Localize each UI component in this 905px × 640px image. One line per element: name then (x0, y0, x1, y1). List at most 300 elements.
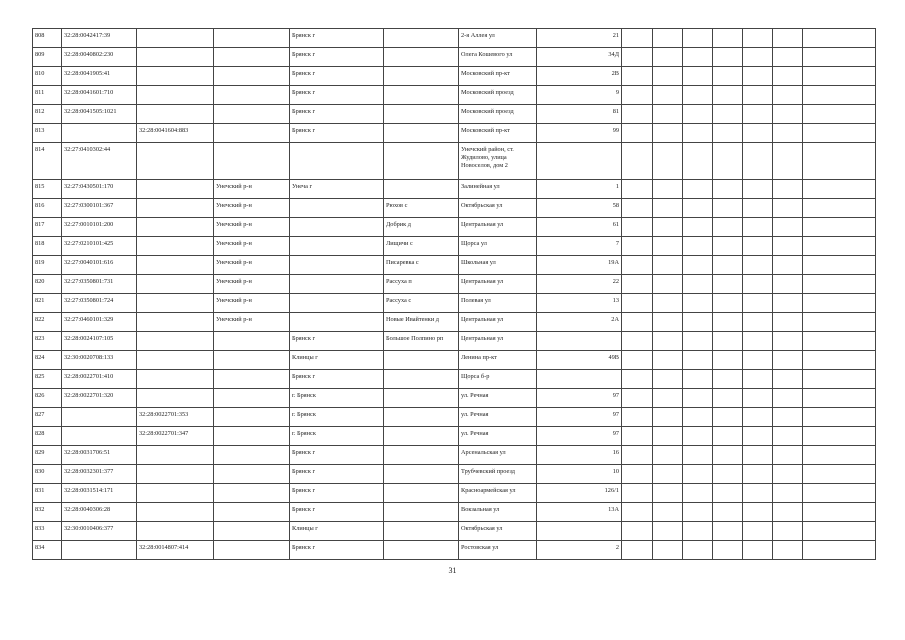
house-number-cell: 2А (537, 313, 622, 332)
table-row (33, 522, 876, 541)
empty-cell (773, 484, 803, 503)
cadastral-number-cell: 32:27:0010101:200 (62, 218, 137, 237)
row-number-cell: 829 (33, 446, 62, 465)
empty-cell (803, 446, 876, 465)
table-row (33, 143, 876, 180)
empty-cell (622, 29, 653, 48)
cadastral-number-cell: 32:27:0460101:329 (62, 313, 137, 332)
district-cell (214, 541, 290, 560)
city-cell: Брянск г (290, 465, 384, 484)
cadastral-number-2-cell (137, 351, 214, 370)
empty-cell (743, 48, 773, 67)
empty-cell (773, 67, 803, 86)
empty-cell (653, 275, 683, 294)
empty-cell (653, 256, 683, 275)
city-cell: Брянск г (290, 29, 384, 48)
empty-cell (743, 313, 773, 332)
table-row (33, 294, 876, 313)
empty-cell (713, 143, 743, 180)
empty-cell (773, 389, 803, 408)
house-number-cell: 22 (537, 275, 622, 294)
house-number-cell: 2 (537, 541, 622, 560)
house-number-cell: 126/1 (537, 484, 622, 503)
row-number-cell: 819 (33, 256, 62, 275)
row-number-cell: 832 (33, 503, 62, 522)
settlement-cell (384, 541, 459, 560)
row-number-cell: 821 (33, 294, 62, 313)
settlement-cell (384, 408, 459, 427)
row-number-cell: 817 (33, 218, 62, 237)
empty-cell (622, 67, 653, 86)
empty-cell (713, 67, 743, 86)
row-number-cell: 828 (33, 427, 62, 446)
street-cell: Арсенальская ул (459, 446, 537, 465)
empty-cell (743, 446, 773, 465)
table-row (33, 408, 876, 427)
cadastral-number-cell: 32:27:0430501:170 (62, 180, 137, 199)
empty-cell (743, 143, 773, 180)
house-number-cell (537, 370, 622, 389)
empty-cell (653, 351, 683, 370)
empty-cell (622, 484, 653, 503)
cadastral-number-cell: 32:28:0032301:377 (62, 465, 137, 484)
row-number-cell: 816 (33, 199, 62, 218)
cadastral-number-cell: 32:28:0024107:105 (62, 332, 137, 351)
district-cell (214, 503, 290, 522)
empty-cell (743, 522, 773, 541)
empty-cell (773, 218, 803, 237)
empty-cell (773, 48, 803, 67)
empty-cell (743, 86, 773, 105)
empty-cell (683, 389, 713, 408)
table-row (33, 67, 876, 86)
cadastral-number-2-cell (137, 67, 214, 86)
house-number-cell: 97 (537, 389, 622, 408)
empty-cell (622, 522, 653, 541)
empty-cell (713, 294, 743, 313)
settlement-cell (384, 124, 459, 143)
house-number-cell: 16 (537, 446, 622, 465)
row-number-cell: 822 (33, 313, 62, 332)
empty-cell (803, 48, 876, 67)
district-cell (214, 370, 290, 389)
cadastral-number-2-cell (137, 218, 214, 237)
city-cell (290, 275, 384, 294)
empty-cell (622, 48, 653, 67)
row-number-cell: 812 (33, 105, 62, 124)
table-row (33, 275, 876, 294)
empty-cell (683, 143, 713, 180)
empty-cell (683, 86, 713, 105)
empty-cell (683, 29, 713, 48)
settlement-cell: Большое Полпино рп (384, 332, 459, 351)
city-cell: Брянск г (290, 503, 384, 522)
empty-cell (773, 294, 803, 313)
row-number-cell: 813 (33, 124, 62, 143)
city-cell (290, 294, 384, 313)
street-cell: ул. Речная (459, 408, 537, 427)
table-row (33, 256, 876, 275)
table-row (33, 389, 876, 408)
city-cell (290, 313, 384, 332)
settlement-cell (384, 86, 459, 105)
empty-cell (803, 275, 876, 294)
empty-cell (773, 86, 803, 105)
empty-cell (622, 370, 653, 389)
empty-cell (683, 408, 713, 427)
cadastral-number-cell: 32:28:0031706:51 (62, 446, 137, 465)
table-row (33, 29, 876, 48)
empty-cell (653, 199, 683, 218)
cadastral-number-cell: 32:28:0022701:410 (62, 370, 137, 389)
empty-cell (683, 256, 713, 275)
street-cell: Октябрьская ул (459, 199, 537, 218)
settlement-cell: Писаревка с (384, 256, 459, 275)
empty-cell (683, 294, 713, 313)
register-table (32, 28, 876, 560)
house-number-cell (537, 332, 622, 351)
table-row (33, 484, 876, 503)
empty-cell (653, 332, 683, 351)
house-number-cell: 19А (537, 256, 622, 275)
empty-cell (803, 484, 876, 503)
empty-cell (773, 105, 803, 124)
table-row (33, 86, 876, 105)
empty-cell (803, 294, 876, 313)
cadastral-number-cell: 32:30:0010406:377 (62, 522, 137, 541)
cadastral-number-2-cell (137, 48, 214, 67)
empty-cell (743, 67, 773, 86)
district-cell (214, 408, 290, 427)
empty-cell (653, 313, 683, 332)
empty-cell (803, 522, 876, 541)
cadastral-number-cell: 32:27:0300101:367 (62, 199, 137, 218)
empty-cell (743, 237, 773, 256)
empty-cell (683, 522, 713, 541)
empty-cell (803, 180, 876, 199)
district-cell (214, 86, 290, 105)
city-cell: г. Брянск (290, 389, 384, 408)
empty-cell (622, 465, 653, 484)
city-cell: г. Брянск (290, 408, 384, 427)
table-row (33, 180, 876, 199)
empty-cell (713, 522, 743, 541)
empty-cell (803, 313, 876, 332)
district-cell: Унечский р-н (214, 180, 290, 199)
empty-cell (653, 427, 683, 446)
row-number-cell: 831 (33, 484, 62, 503)
house-number-cell (537, 522, 622, 541)
empty-cell (713, 503, 743, 522)
empty-cell (622, 180, 653, 199)
street-cell: Трубчевский проезд (459, 465, 537, 484)
empty-cell (773, 408, 803, 427)
district-cell (214, 29, 290, 48)
empty-cell (622, 218, 653, 237)
empty-cell (803, 86, 876, 105)
empty-cell (713, 370, 743, 389)
empty-cell (713, 275, 743, 294)
empty-cell (653, 86, 683, 105)
empty-cell (803, 465, 876, 484)
table-row (33, 503, 876, 522)
cadastral-number-2-cell (137, 105, 214, 124)
empty-cell (803, 199, 876, 218)
empty-cell (773, 503, 803, 522)
cadastral-number-2-cell (137, 180, 214, 199)
cadastral-number-cell: 32:27:0410302:44 (62, 143, 137, 180)
district-cell: Унечский р-н (214, 237, 290, 256)
city-cell: г. Брянск (290, 427, 384, 446)
street-cell: Ленина пр-кт (459, 351, 537, 370)
street-cell: Полевая ул (459, 294, 537, 313)
street-cell: Унечский район, ст. Жудилово, улица Новоселов, дом 2 (459, 143, 537, 180)
row-number-cell: 810 (33, 67, 62, 86)
house-number-cell: 7 (537, 237, 622, 256)
district-cell (214, 446, 290, 465)
cadastral-number-cell: 32:28:0022701:320 (62, 389, 137, 408)
table-row (33, 105, 876, 124)
empty-cell (653, 105, 683, 124)
empty-cell (803, 332, 876, 351)
empty-cell (773, 256, 803, 275)
cadastral-number-cell: 32:28:0042417:39 (62, 29, 137, 48)
empty-cell (803, 503, 876, 522)
house-number-cell: 13 (537, 294, 622, 313)
empty-cell (713, 408, 743, 427)
empty-cell (773, 427, 803, 446)
empty-cell (622, 86, 653, 105)
empty-cell (803, 370, 876, 389)
empty-cell (743, 503, 773, 522)
cadastral-number-2-cell (137, 522, 214, 541)
empty-cell (683, 370, 713, 389)
district-cell: Унечский р-н (214, 313, 290, 332)
city-cell: Брянск г (290, 370, 384, 389)
row-number-cell: 834 (33, 541, 62, 560)
city-cell: Клинцы г (290, 522, 384, 541)
empty-cell (622, 313, 653, 332)
empty-cell (773, 143, 803, 180)
cadastral-number-2-cell: 32:28:0041604:883 (137, 124, 214, 143)
empty-cell (653, 503, 683, 522)
street-cell: Центральная ул (459, 313, 537, 332)
empty-cell (683, 124, 713, 143)
cadastral-number-2-cell (137, 237, 214, 256)
district-cell: Унечский р-н (214, 256, 290, 275)
settlement-cell (384, 67, 459, 86)
empty-cell (713, 389, 743, 408)
empty-cell (622, 199, 653, 218)
cadastral-number-2-cell (137, 446, 214, 465)
empty-cell (683, 237, 713, 256)
row-number-cell: 811 (33, 86, 62, 105)
empty-cell (683, 465, 713, 484)
city-cell: Брянск г (290, 67, 384, 86)
empty-cell (653, 48, 683, 67)
cadastral-number-cell (62, 408, 137, 427)
empty-cell (773, 124, 803, 143)
empty-cell (803, 124, 876, 143)
empty-cell (743, 105, 773, 124)
district-cell (214, 427, 290, 446)
street-cell: Ростовская ул (459, 541, 537, 560)
table-row (33, 541, 876, 560)
city-cell: Брянск г (290, 105, 384, 124)
settlement-cell (384, 143, 459, 180)
empty-cell (743, 180, 773, 199)
cadastral-number-2-cell (137, 29, 214, 48)
street-cell: Московский пр-кт (459, 67, 537, 86)
district-cell (214, 351, 290, 370)
street-cell: Щорса ул (459, 237, 537, 256)
row-number-cell: 820 (33, 275, 62, 294)
cadastral-number-2-cell (137, 143, 214, 180)
empty-cell (653, 541, 683, 560)
city-cell: Брянск г (290, 446, 384, 465)
row-number-cell: 833 (33, 522, 62, 541)
settlement-cell (384, 370, 459, 389)
settlement-cell (384, 427, 459, 446)
house-number-cell: 97 (537, 408, 622, 427)
empty-cell (622, 256, 653, 275)
empty-cell (743, 275, 773, 294)
empty-cell (683, 332, 713, 351)
row-number-cell: 824 (33, 351, 62, 370)
empty-cell (622, 427, 653, 446)
empty-cell (622, 446, 653, 465)
settlement-cell: Рассуха с (384, 294, 459, 313)
empty-cell (713, 351, 743, 370)
settlement-cell: Рюхов с (384, 199, 459, 218)
city-cell (290, 256, 384, 275)
city-cell: Клинцы г (290, 351, 384, 370)
empty-cell (743, 370, 773, 389)
district-cell: Унечский р-н (214, 218, 290, 237)
settlement-cell: Добрик д (384, 218, 459, 237)
empty-cell (743, 256, 773, 275)
empty-cell (622, 351, 653, 370)
district-cell (214, 105, 290, 124)
empty-cell (622, 408, 653, 427)
street-cell: Красноармейская ул (459, 484, 537, 503)
city-cell: Брянск г (290, 332, 384, 351)
empty-cell (683, 446, 713, 465)
empty-cell (773, 332, 803, 351)
table-row (33, 313, 876, 332)
row-number-cell: 827 (33, 408, 62, 427)
settlement-cell (384, 484, 459, 503)
district-cell: Унечский р-н (214, 294, 290, 313)
row-number-cell: 814 (33, 143, 62, 180)
empty-cell (622, 503, 653, 522)
empty-cell (622, 389, 653, 408)
table-row (33, 351, 876, 370)
empty-cell (683, 105, 713, 124)
city-cell: Брянск г (290, 86, 384, 105)
empty-cell (803, 408, 876, 427)
city-cell: Унеча г (290, 180, 384, 199)
empty-cell (773, 541, 803, 560)
empty-cell (653, 29, 683, 48)
empty-cell (743, 332, 773, 351)
cadastral-number-2-cell (137, 370, 214, 389)
house-number-cell (537, 143, 622, 180)
street-cell: Вокзальная ул (459, 503, 537, 522)
cadastral-number-2-cell: 32:28:0022701:347 (137, 427, 214, 446)
empty-cell (683, 313, 713, 332)
empty-cell (773, 351, 803, 370)
settlement-cell: Новые Ивайтенки д (384, 313, 459, 332)
house-number-cell: 81 (537, 105, 622, 124)
cadastral-number-2-cell (137, 465, 214, 484)
cadastral-number-2-cell: 32:28:0022701:353 (137, 408, 214, 427)
empty-cell (803, 143, 876, 180)
empty-cell (713, 86, 743, 105)
empty-cell (743, 484, 773, 503)
cadastral-number-2-cell (137, 503, 214, 522)
empty-cell (713, 313, 743, 332)
settlement-cell (384, 351, 459, 370)
cadastral-number-2-cell (137, 256, 214, 275)
empty-cell (683, 67, 713, 86)
settlement-cell (384, 180, 459, 199)
empty-cell (653, 180, 683, 199)
table-row (33, 370, 876, 389)
cadastral-number-2-cell (137, 86, 214, 105)
empty-cell (743, 29, 773, 48)
empty-cell (683, 199, 713, 218)
cadastral-number-cell: 32:30:0020708:133 (62, 351, 137, 370)
street-cell: Залинейная ул (459, 180, 537, 199)
city-cell: Брянск г (290, 124, 384, 143)
empty-cell (653, 446, 683, 465)
empty-cell (773, 275, 803, 294)
empty-cell (803, 389, 876, 408)
empty-cell (773, 370, 803, 389)
empty-cell (713, 124, 743, 143)
empty-cell (683, 180, 713, 199)
city-cell (290, 143, 384, 180)
district-cell: Унечский р-н (214, 199, 290, 218)
empty-cell (713, 541, 743, 560)
settlement-cell: Лищичи с (384, 237, 459, 256)
cadastral-number-cell: 32:27:0210101:425 (62, 237, 137, 256)
empty-cell (683, 218, 713, 237)
empty-cell (713, 180, 743, 199)
empty-cell (653, 465, 683, 484)
street-cell: ул. Речная (459, 427, 537, 446)
empty-cell (803, 256, 876, 275)
street-cell: Московский пр-кт (459, 124, 537, 143)
city-cell: Брянск г (290, 541, 384, 560)
table-row (33, 465, 876, 484)
cadastral-number-2-cell (137, 275, 214, 294)
empty-cell (743, 408, 773, 427)
city-cell: Брянск г (290, 48, 384, 67)
empty-cell (653, 143, 683, 180)
settlement-cell: Рассуха п (384, 275, 459, 294)
district-cell: Унечский р-н (214, 275, 290, 294)
row-number-cell: 815 (33, 180, 62, 199)
district-cell (214, 48, 290, 67)
empty-cell (803, 427, 876, 446)
empty-cell (743, 199, 773, 218)
house-number-cell: 9 (537, 86, 622, 105)
settlement-cell (384, 522, 459, 541)
row-number-cell: 826 (33, 389, 62, 408)
street-cell: Центральная ул (459, 332, 537, 351)
